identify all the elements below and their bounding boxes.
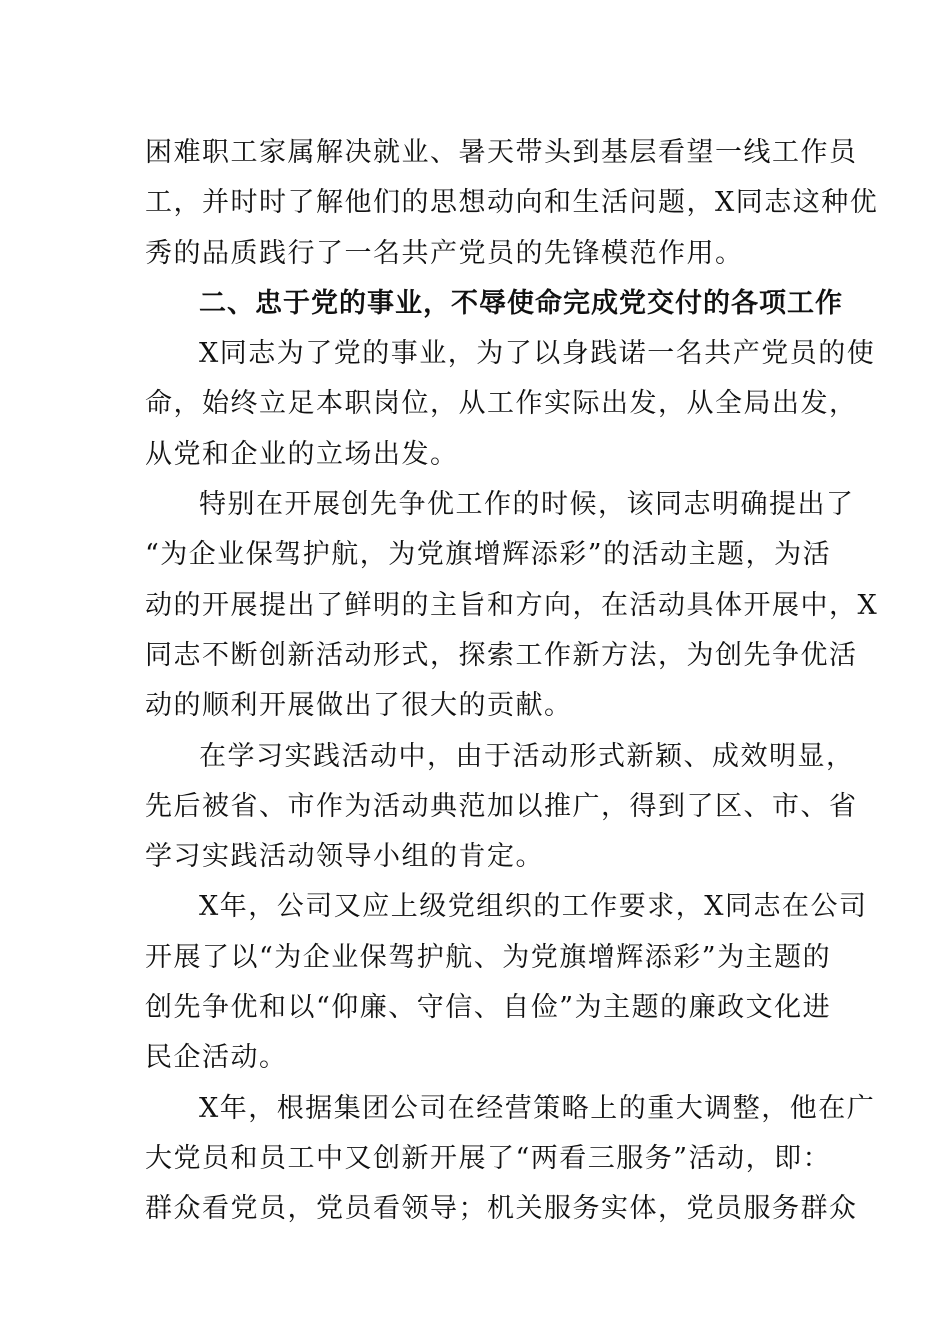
section-heading: 二、忠于党的事业，不辱使命完成党交付的各项工作: [199, 287, 843, 319]
text-line: 命，始终立足本职岗位，从工作实际出发，从全局出发，: [145, 388, 858, 420]
text-line: 困难职工家属解决就业、暑天带头到基层看望一线工作员: [145, 137, 858, 168]
text-line: 开展了以“为企业保驾护航、为党旗增辉添彩”为主题的: [145, 941, 832, 973]
text-line: 在学习实践活动中，由于活动形式新颖、成效明显，: [199, 740, 855, 772]
text-line: 民企活动。: [145, 1042, 288, 1074]
text-line: 学习实践活动领导小组的肯定。: [145, 841, 544, 873]
text-line: 同志不断创新活动形式，探索工作新方法，为创先争优活: [145, 639, 858, 671]
text-line: 创先争优和以“仰廉、守信、自俭”为主题的廉政文化进: [145, 992, 832, 1024]
text-line: 秀的品质践行了一名共产党员的先锋模范作用。: [145, 237, 744, 269]
text-line: 动的顺利开展做出了很大的贡献。: [145, 690, 573, 722]
text-line: X年，公司又应上级党组织的工作要求，X同志在公司: [199, 891, 868, 923]
text-line: X年，根据集团公司在经营策略上的重大调整，他在广: [199, 1092, 876, 1124]
text-line: 群众看党员，党员看领导；机关服务实体，党员服务群众: [145, 1193, 858, 1225]
text-line: 特别在开展创先争优工作的时候，该同志明确提出了: [199, 489, 855, 521]
text-line: 先后被省、市作为活动典范加以推广，得到了区、市、省: [145, 790, 858, 822]
document-body: [145, 128, 879, 1235]
text-line: 动的开展提出了鲜明的主旨和方向，在活动具体开展中，X: [145, 589, 879, 621]
text-line: 工，并时时了解他们的思想动向和生活问题，X同志这种优: [145, 187, 879, 219]
text-line: X同志为了党的事业，为了以身践诺一名共产党员的使: [199, 338, 876, 370]
text-line: “为企业保驾护航，为党旗增辉添彩”的活动主题，为活: [145, 539, 832, 571]
text-line: 大党员和员工中又创新开展了“两看三服务”活动，即：: [145, 1142, 832, 1174]
text-line: 从党和企业的立场出发。: [145, 438, 459, 470]
